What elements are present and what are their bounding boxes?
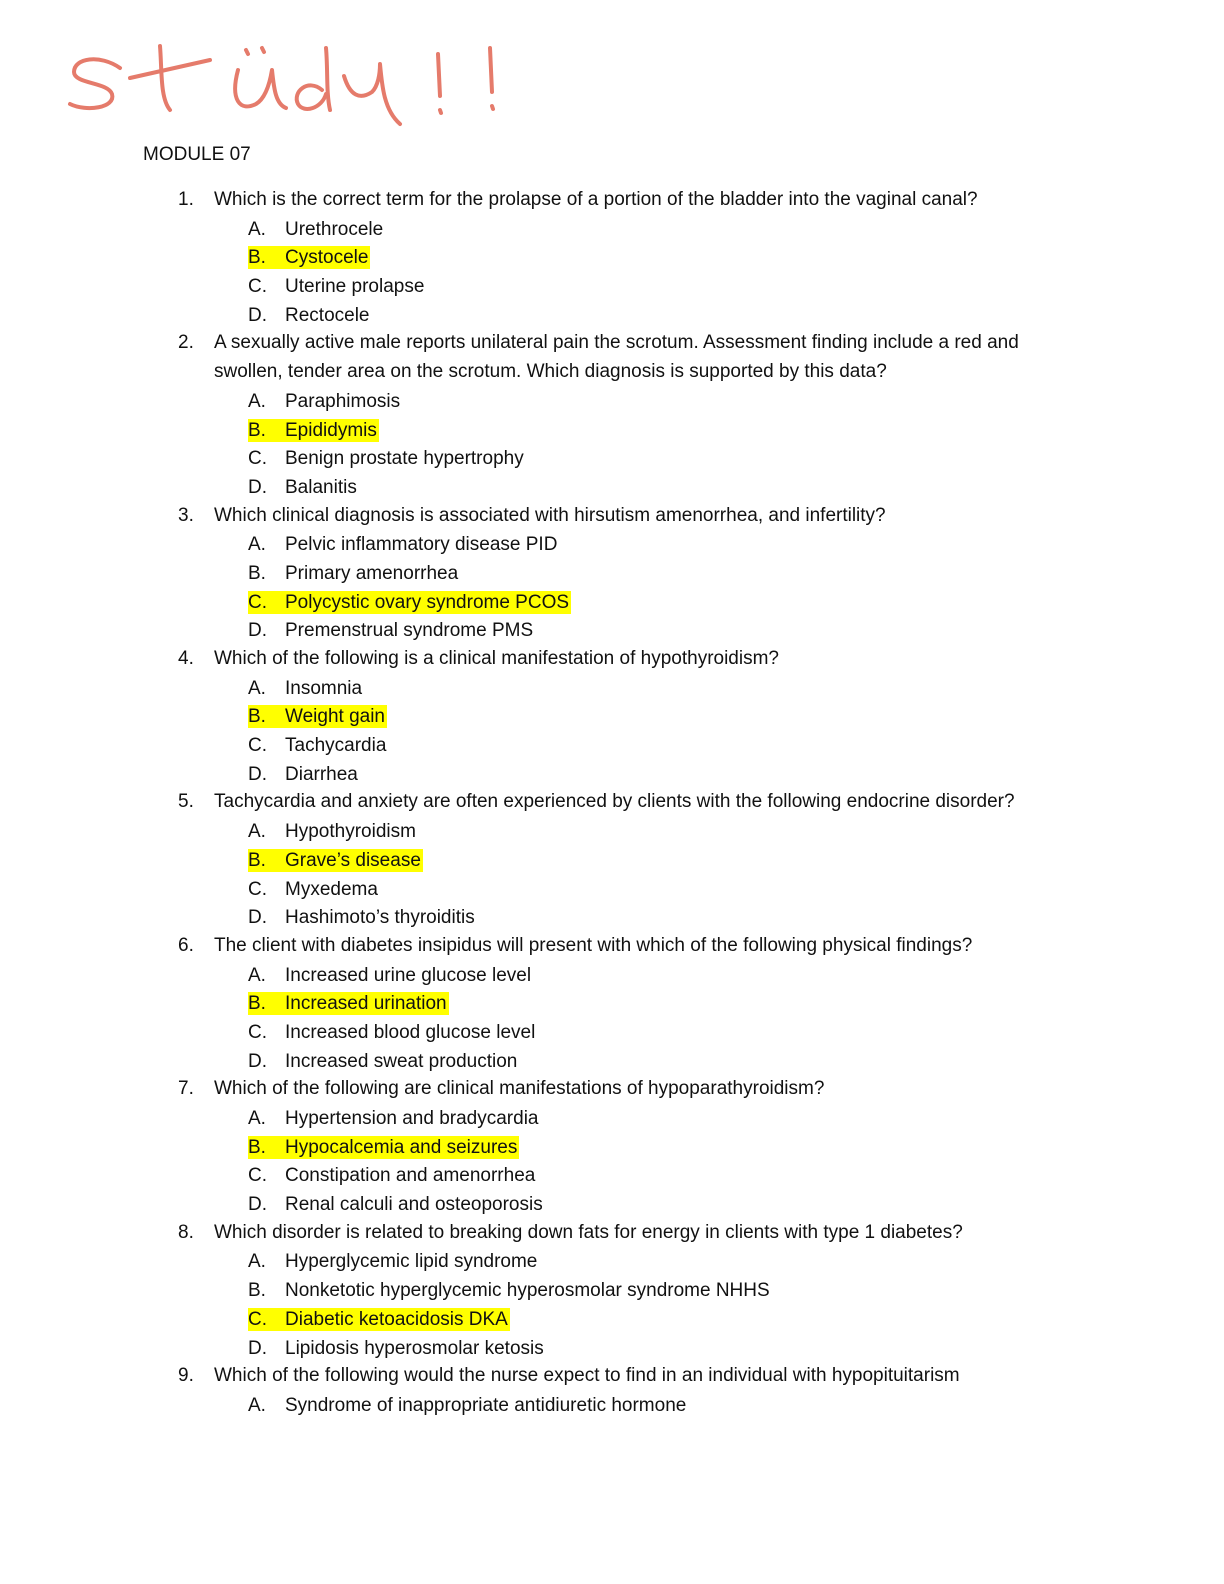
option-content [248,1250,539,1273]
question-text: swollen, tender area on the scrotum. Which diagnosis is supported by this data? [214,361,887,383]
option-content [248,849,423,872]
option-letter: D. [248,1050,267,1072]
option-text: Primary amenorrhea [285,562,459,584]
option-content [248,246,370,269]
answer-option [0,387,1224,416]
option-letter: C. [248,1308,267,1330]
answer-option [0,215,1224,244]
option-content [248,1107,541,1130]
answer-option [0,903,1224,932]
option-letter: C. [248,591,267,613]
answer-option [0,1391,1224,1420]
answer-option-highlighted [0,989,1224,1018]
answer-option-highlighted [0,588,1224,617]
question-number: 9. [178,1365,194,1387]
option-letter: B. [248,1136,266,1158]
option-letter: B. [248,993,266,1015]
option-text: Pelvic inflammatory disease PID [285,534,558,556]
option-letter: B. [248,1280,266,1302]
option-letter: B. [248,849,266,871]
option-text: Lipidosis hyperosmolar ketosis [285,1337,544,1359]
option-content [248,533,559,556]
question-4 [0,645,1224,788]
answer-option-highlighted [0,1133,1224,1162]
question-row [0,1362,1224,1391]
option-content [248,763,360,786]
question-row [0,1075,1224,1104]
option-letter: D. [248,1337,267,1359]
option-letter: B. [248,562,266,584]
question-7 [0,1075,1224,1218]
option-text: Hypocalcemia and seizures [285,1136,518,1158]
answer-option [0,817,1224,846]
answer-option-highlighted [0,243,1224,272]
option-content [248,419,379,442]
option-letter: A. [248,964,266,986]
option-content [248,964,533,987]
question-row [0,932,1224,961]
answer-option [0,1047,1224,1076]
answer-option [0,301,1224,330]
option-content [248,562,460,585]
question-number: 1. [178,189,194,210]
option-content [248,447,526,470]
question-row [0,788,1224,817]
question-text: Which is the correct term for the prolapse of a portion of the bladder into the vaginal canal? [214,189,978,210]
option-content [248,992,449,1015]
option-letter: D. [248,1194,267,1216]
option-content [248,1164,537,1187]
option-content [248,1021,537,1044]
question-number: 5. [178,791,194,813]
question-text: Tachycardia and anxiety are often experienced by clients with the following endocrine disorder? [214,791,1015,813]
option-letter: A. [248,1108,266,1129]
option-letter: B. [248,419,266,441]
question-1 [0,186,1224,329]
option-letter: D. [248,304,267,326]
question-text: Which of the following would the nurse expect to find in an individual with hypopituitarism [214,1365,960,1387]
question-text: Which clinical diagnosis is associated with hirsutism amenorrhea, and infertility? [214,504,886,526]
option-content [248,1193,545,1216]
option-text: Rectocele [285,304,370,326]
option-content [248,1337,546,1360]
question-row [0,329,1224,358]
option-text: Increased urine glucose level [285,964,532,986]
option-text: Weight gain [285,706,385,728]
option-text: Hashimoto’s thyroiditis [285,907,475,929]
question-number: 4. [178,648,194,669]
option-text: Renal calculi and osteoporosis [285,1194,543,1216]
option-letter: C. [248,448,267,470]
option-text: Paraphimosis [285,390,401,412]
question-6 [0,932,1224,1075]
answer-option [0,1104,1224,1133]
answer-option [0,1334,1224,1363]
option-content [248,275,426,298]
handwritten-study-note [60,20,530,130]
answer-option [0,760,1224,789]
option-letter: C. [248,1021,267,1043]
option-letter: A. [248,218,266,240]
option-content [248,390,402,413]
option-content [248,304,372,327]
option-letter: C. [248,276,267,298]
option-letter: C. [248,878,267,900]
option-letter: A. [248,1394,266,1416]
option-text: Hypertension and bradycardia [285,1108,539,1129]
option-text: Premenstrual syndrome PMS [285,620,534,642]
question-list [0,186,1224,1420]
answer-option [0,473,1224,502]
option-text: Tachycardia [285,735,387,757]
question-9 [0,1362,1224,1419]
option-text: Uterine prolapse [285,276,425,298]
answer-option-highlighted [0,702,1224,731]
answer-option-highlighted [0,416,1224,445]
option-letter: A. [248,677,266,699]
question-row [0,645,1224,674]
option-content [248,705,387,728]
question-text: Which of the following are clinical manifestations of hypoparathyroidism? [214,1078,825,1100]
option-text: Nonketotic hyperglycemic hyperosmolar syndrome NHHS [285,1280,770,1302]
option-content [248,1394,688,1417]
module-title: MODULE 07 [143,144,251,165]
option-content [248,1279,772,1302]
answer-option [0,1276,1224,1305]
option-letter: B. [248,706,266,728]
option-text: Myxedema [285,878,378,900]
option-letter: C. [248,1165,267,1187]
question-text: Which disorder is related to breaking down fats for energy in clients with type 1 diabetes? [214,1221,963,1243]
option-content [248,476,359,499]
question-2 [0,329,1224,501]
option-letter: D. [248,620,267,642]
answer-option [0,444,1224,473]
option-letter: D. [248,907,267,929]
answer-option [0,616,1224,645]
option-text: Diarrhea [285,763,358,785]
option-text: Urethrocele [285,218,384,240]
option-content [248,1050,519,1073]
option-text: Hyperglycemic lipid syndrome [285,1251,538,1273]
question-number: 2. [178,332,194,354]
option-letter: A. [248,390,266,412]
question-3 [0,502,1224,645]
option-text: Diabetic ketoacidosis DKA [285,1308,508,1330]
option-text: Constipation and amenorrhea [285,1165,536,1187]
option-text: Balanitis [285,476,357,498]
option-text: Cystocele [285,247,369,269]
answer-option [0,1018,1224,1047]
option-text: Benign prostate hypertrophy [285,448,524,470]
option-content [248,1308,510,1331]
option-text: Epididymis [285,419,377,441]
answer-option-highlighted [0,1305,1224,1334]
question-row [0,1219,1224,1248]
option-text: Increased blood glucose level [285,1021,536,1043]
option-text: Polycystic ovary syndrome PCOS [285,591,570,613]
answer-option [0,1247,1224,1276]
option-letter: B. [248,247,266,269]
answer-option [0,731,1224,760]
option-letter: D. [248,476,267,498]
option-content [248,1136,519,1159]
option-letter: C. [248,735,267,757]
answer-option [0,875,1224,904]
answer-option [0,961,1224,990]
question-number: 3. [178,504,194,526]
question-text: Which of the following is a clinical manifestation of hypothyroidism? [214,648,779,669]
option-text: Insomnia [285,677,363,699]
option-content [248,591,571,614]
question-8 [0,1219,1224,1362]
answer-option [0,674,1224,703]
answer-option-highlighted [0,846,1224,875]
option-text: Grave’s disease [285,849,421,871]
option-text: Increased sweat production [285,1050,518,1072]
answer-option [0,530,1224,559]
option-text: Increased urination [285,993,447,1015]
answer-option [0,272,1224,301]
question-row [0,358,1224,387]
question-text: The client with diabetes insipidus will present with which of the following physical findings? [214,934,973,956]
question-number: 8. [178,1221,194,1243]
handwriting-strokes [70,46,493,124]
option-text: Syndrome of inappropriate antidiuretic hormone [285,1394,687,1416]
question-number: 7. [178,1078,194,1100]
option-content [248,906,477,929]
question-5 [0,788,1224,931]
option-letter: D. [248,763,267,785]
question-number: 6. [178,934,194,956]
option-content [248,878,380,901]
option-letter: A. [248,1251,266,1273]
option-letter: A. [248,821,266,843]
option-content [248,218,385,241]
question-text: A sexually active male reports unilateral pain the scrotum. Assessment finding include a red and [214,332,1019,354]
answer-option [0,1190,1224,1219]
option-letter: A. [248,534,266,556]
option-content [248,677,364,700]
question-row [0,186,1224,215]
question-row [0,502,1224,531]
option-text: Hypothyroidism [285,821,416,843]
option-content [248,820,418,843]
answer-option [0,1161,1224,1190]
option-content [248,619,535,642]
answer-option [0,559,1224,588]
option-content [248,734,388,757]
